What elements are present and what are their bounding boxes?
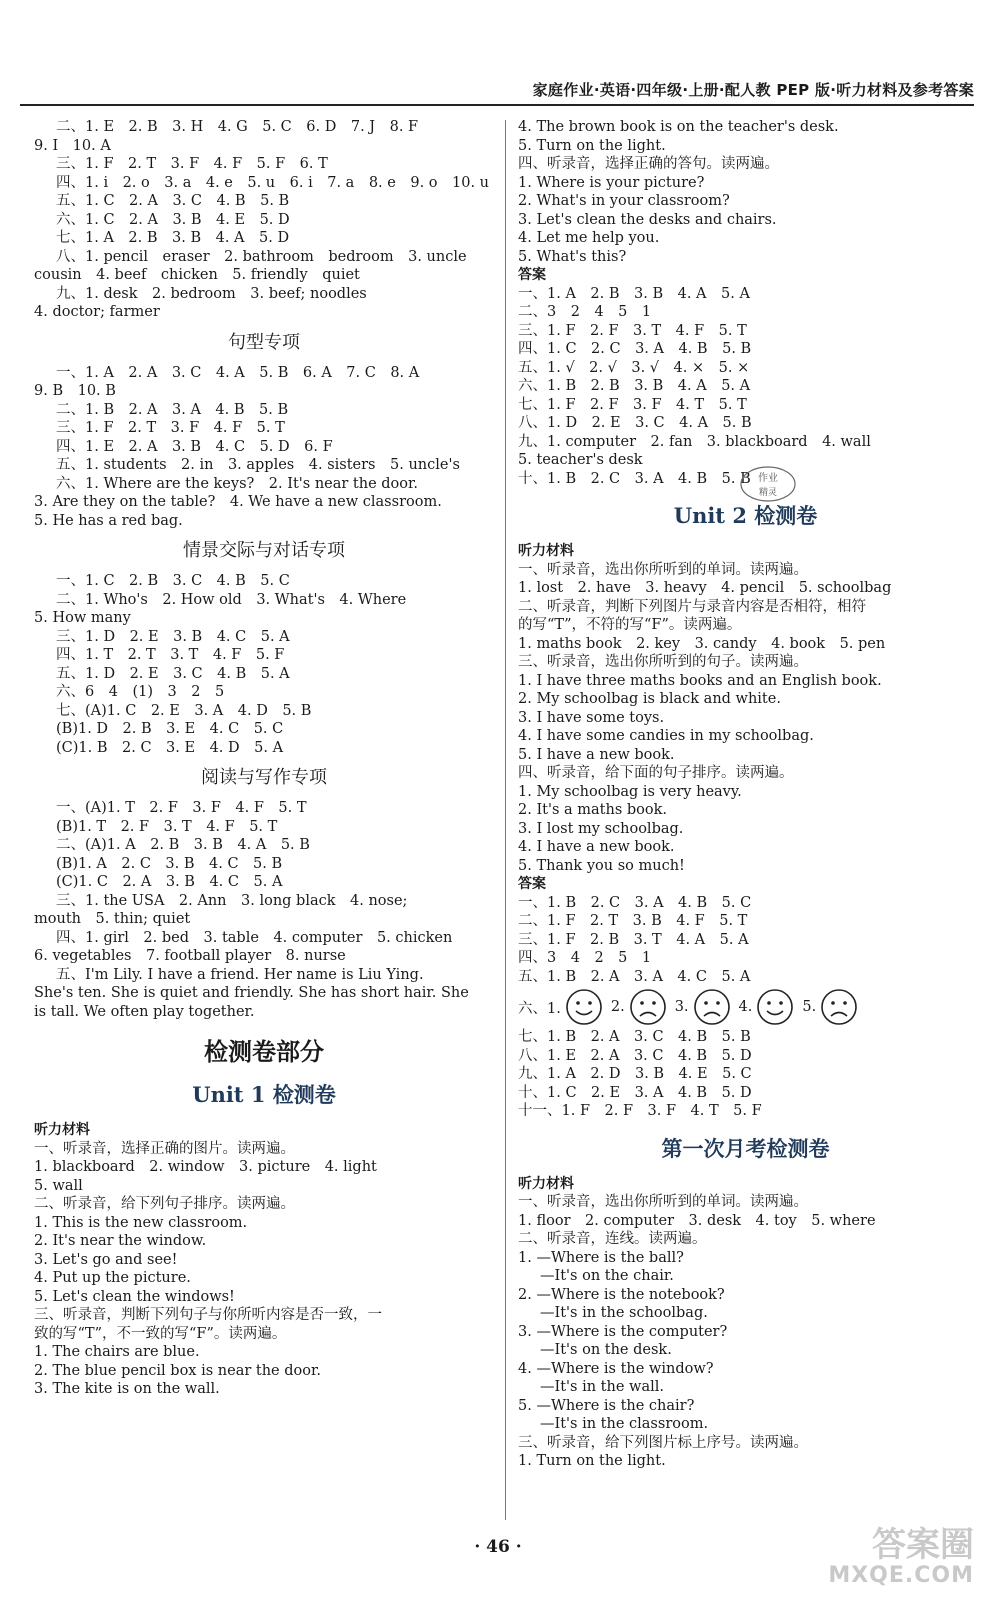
text-line: 三、1. the USA 2. Ann 3. long black 4. nose;	[56, 892, 408, 909]
text-line: 一、听录音，选出你所听到的单词。读两遍。	[518, 1194, 808, 1210]
answers-block	[518, 285, 973, 489]
text-line: 七、(A)1. C 2. E 3. A 4. D 5. B	[56, 702, 312, 719]
text-line: 3. I have some toys.	[518, 709, 665, 726]
text-line: 2. It's near the window.	[34, 1233, 207, 1249]
unit1-title: Unit 1 检测卷	[192, 1082, 336, 1107]
text-line: 2. What's in your classroom?	[518, 193, 730, 209]
text-line: 1. Where is your picture?	[518, 174, 705, 191]
text-line: 四、听录音，选择正确的答句。读两遍。	[518, 156, 779, 172]
text-line: 四、3 4 2 5 1	[518, 950, 652, 966]
text-line: 九、1. computer 2. fan 3. blackboard 4. wall	[518, 433, 871, 450]
listening-block	[518, 1193, 973, 1471]
text-line: (C)1. B 2. C 3. E 4. D 5. A	[56, 739, 284, 756]
text-line: 十、1. B 2. C 3. A 4. B 5. B	[518, 470, 751, 487]
text-line: 4. —Where is the window?	[518, 1360, 714, 1377]
happy-face-icon	[756, 988, 794, 1026]
svg-text:作业: 作业	[758, 473, 778, 484]
text-line: 四、1. girl 2. bed 3. table 4. computer 5. chicken	[56, 929, 453, 946]
text-line: 5. teacher's desk	[518, 452, 643, 468]
text-line: 四、1. C 2. C 3. A 4. B 5. B	[518, 341, 752, 357]
text-line: —It's on the chair.	[540, 1268, 674, 1284]
text-line: 一、听录音，选出你所听到的单词。读两遍。	[518, 561, 808, 578]
text-line: 八、1. pencil eraser 2. bathroom bedroom 3. uncle	[56, 248, 467, 265]
text-line: 5. I have a new book.	[518, 746, 675, 763]
text-line: mouth 5. thin; quiet	[34, 911, 191, 927]
right-column	[518, 118, 973, 1471]
text-line: 一、听录音，选择正确的图片。读两遍。	[34, 1140, 295, 1157]
text-line: 六、6 4 (1) 3 2 5	[56, 684, 225, 700]
text-line: 致的写“T”，不一致的写“F”。读两遍。	[34, 1325, 287, 1342]
section-title-reading-writing: 阅读与写作专项	[201, 767, 327, 788]
text-line: (B)1. T 2. F 3. T 4. F 5. T	[56, 818, 278, 835]
text-line: 八、1. D 2. E 3. C 4. A 5. B	[518, 415, 752, 431]
text-line: 5. —Where is the chair?	[518, 1397, 695, 1414]
text-line: 六、1. B 2. B 3. B 4. A 5. A	[518, 378, 751, 394]
text-line: (B)1. D 2. B 3. E 4. C 5. C	[56, 721, 284, 737]
text-line: 3. Are they on the table? 4. We have a new classroom.	[34, 494, 442, 510]
watermark-text: 答案圈	[872, 1525, 974, 1565]
faces-answer-row	[518, 986, 973, 1028]
text-line: 5. How many	[34, 610, 131, 626]
text-line: 5. Let's clean the windows!	[34, 1288, 235, 1305]
sad-face-icon	[820, 988, 858, 1026]
sad-face-icon	[693, 988, 731, 1026]
text-line: 9. B 10. B	[34, 383, 116, 399]
text-line: 2. My schoolbag is black and white.	[518, 691, 781, 707]
text-line: 四、1. E 2. A 3. B 4. C 5. D 6. F	[56, 438, 333, 455]
text-line: 2. It's a maths book.	[518, 802, 668, 818]
text-line: 三、1. F 2. B 3. T 4. A 5. A	[518, 931, 749, 948]
row-label: 5.	[802, 999, 817, 1015]
row-label: 4.	[738, 999, 753, 1015]
text-line: 1. maths book 2. key 3. candy 4. book 5. pen	[518, 635, 886, 652]
text-line: —It's in the classroom.	[540, 1416, 709, 1432]
row-label: 3.	[674, 999, 689, 1015]
text-line: 5. What's this?	[518, 248, 627, 265]
text-line: 1. blackboard 2. window 3. picture 4. light	[34, 1159, 377, 1175]
text-line: 1. I have three maths books and an English book.	[518, 672, 882, 689]
svg-text:精灵: 精灵	[758, 488, 778, 498]
sad-face-icon	[629, 988, 667, 1026]
text-line: 三、1. F 2. F 3. T 4. F 5. T	[518, 322, 747, 339]
text-line: 一、1. C 2. B 3. C 4. B 5. C	[56, 573, 290, 589]
page-header	[20, 78, 974, 106]
text-line: 九、1. A 2. D 3. B 4. E 5. C	[518, 1066, 752, 1082]
text-line: 1. This is the new classroom.	[34, 1214, 248, 1231]
text-line: 4. I have some candies in my schoolbag.	[518, 728, 814, 744]
row-label: 六、1.	[518, 1000, 561, 1017]
text-line: 2. —Where is the notebook?	[518, 1286, 725, 1303]
text-line: 二、听录音，连线。读两遍。	[518, 1231, 707, 1247]
text-line: 四、1. T 2. T 3. T 4. F 5. F	[56, 647, 285, 663]
text-line: 五、1. students 2. in 3. apples 4. sisters 5. uncle's	[56, 457, 460, 473]
text-line: 4. Put up the picture.	[34, 1270, 191, 1286]
answers-block	[34, 118, 494, 322]
left-column	[34, 118, 494, 1399]
text-line: 一、1. A 2. A 3. C 4. A 5. B 6. A 7. C 8. A	[56, 364, 420, 381]
text-line: —It's in the schoolbag.	[540, 1305, 708, 1321]
text-line: 二、(A)1. A 2. B 3. B 4. A 5. B	[56, 837, 310, 853]
text-line: 4. I have a new book.	[518, 839, 675, 855]
section-title-sentence-patterns: 句型专项	[228, 331, 300, 353]
text-line: 5. He has a red bag.	[34, 512, 183, 529]
text-line: 三、1. D 2. E 3. B 4. C 5. A	[56, 628, 290, 645]
section-title-dialogue: 情景交际与对话专项	[183, 540, 345, 561]
text-line: 四、1. i 2. o 3. a 4. e 5. u 6. i 7. a 8. e 9. o 10. u	[56, 174, 490, 191]
text-line: 三、1. F 2. T 3. F 4. F 5. F 6. T	[56, 156, 328, 172]
text-line: 三、听录音，判断下列句子与你所听内容是否一致，一	[34, 1307, 382, 1323]
part-title-tests: 检测卷部分	[204, 1038, 324, 1066]
stamp-logo	[738, 464, 798, 504]
text-line: 七、1. A 2. B 3. B 4. A 5. D	[56, 230, 290, 246]
text-line: 4. The brown book is on the teacher's desk.	[518, 119, 839, 135]
listening-label: 听力材料	[518, 543, 574, 559]
listening-block	[518, 118, 973, 266]
text-line: 二、听录音，给下列句子排序。读两遍。	[34, 1196, 295, 1212]
text-line: 三、1. F 2. T 3. F 4. F 5. T	[56, 420, 285, 436]
text-line: 六、1. Where are the keys? 2. It's near the door.	[56, 475, 418, 492]
text-line: 十一、1. F 2. F 3. F 4. T 5. F	[518, 1103, 762, 1119]
answers-block	[34, 799, 494, 1021]
row-label: 2.	[610, 999, 625, 1015]
text-line: 五、1. B 2. A 3. A 4. C 5. A	[518, 968, 751, 985]
text-line: 二、1. B 2. A 3. A 4. B 5. B	[56, 401, 289, 418]
listening-block	[34, 1140, 494, 1399]
text-line: 1. Turn on the light.	[518, 1453, 666, 1469]
text-line: 七、1. B 2. A 3. C 4. B 5. B	[518, 1029, 751, 1045]
text-line: 五、I'm Lily. I have a friend. Her name is Liu Ying.	[56, 966, 424, 983]
text-line: —It's in the wall.	[540, 1379, 664, 1395]
text-line: 三、听录音，选出你所听到的句子。读两遍。	[518, 654, 808, 670]
text-line: 二、1. E 2. B 3. H 4. G 5. C 6. D 7. J 8. F	[56, 119, 419, 135]
answers-label: 答案	[518, 876, 546, 892]
text-line: cousin 4. beef chicken 5. friendly quiet	[34, 267, 360, 283]
text-line: 3. The kite is on the wall.	[34, 1381, 220, 1397]
text-line: 二、3 2 4 5 1	[518, 304, 652, 320]
text-line: 1. The chairs are blue.	[34, 1344, 200, 1360]
text-line: 3. Let's clean the desks and chairs.	[518, 211, 777, 228]
text-line: 1. My schoolbag is very heavy.	[518, 783, 742, 800]
column-divider	[505, 120, 506, 1520]
text-line: 的写“T”，不符的写“F”。读两遍。	[518, 617, 742, 633]
header-title: 家庭作业·英语·四年级·上册·配人教 PEP 版·听力材料及参考答案	[532, 81, 974, 99]
text-line: (B)1. A 2. C 3. B 4. C 5. B	[56, 855, 283, 872]
answers-block	[34, 364, 494, 531]
text-line: 七、1. F 2. F 3. F 4. T 5. T	[518, 396, 747, 413]
text-line: 三、听录音，给下列图片标上序号。读两遍。	[518, 1434, 808, 1451]
text-line: 3. I lost my schoolbag.	[518, 820, 684, 837]
text-line: 二、1. Who's 2. How old 3. What's 4. Where	[56, 591, 407, 608]
text-line: 4. Let me help you.	[518, 230, 660, 246]
listening-label: 听力材料	[518, 1175, 574, 1192]
text-line: 5. Turn on the light.	[518, 137, 666, 154]
text-line: 八、1. E 2. A 3. C 4. B 5. D	[518, 1047, 752, 1064]
text-line: 5. Thank you so much!	[518, 857, 685, 874]
text-line: 2. The blue pencil box is near the door.	[34, 1362, 321, 1379]
text-line: 六、1. C 2. A 3. B 4. E 5. D	[56, 211, 290, 228]
text-line: 一、1. A 2. B 3. B 4. A 5. A	[518, 285, 750, 302]
text-line: 1. lost 2. have 3. heavy 4. pencil 5. schoolbag	[518, 580, 892, 596]
answers-label: 答案	[518, 267, 546, 283]
text-line: 4. doctor; farmer	[34, 304, 160, 320]
text-line: 五、1. C 2. A 3. C 4. B 5. B	[56, 193, 290, 209]
text-line: 十、1. C 2. E 3. A 4. B 5. D	[518, 1084, 752, 1101]
watermark-logo	[828, 1527, 974, 1588]
text-line: 二、1. F 2. T 3. B 4. F 5. T	[518, 913, 748, 929]
text-line: 1. floor 2. computer 3. desk 4. toy 5. where	[518, 1212, 876, 1229]
happy-face-icon	[565, 988, 603, 1026]
listening-label: 听力材料	[34, 1122, 90, 1138]
text-line: 6. vegetables 7. football player 8. nurse	[34, 948, 346, 964]
listening-block	[518, 561, 973, 876]
page-number: · 46 ·	[474, 1537, 522, 1557]
text-line: 5. wall	[34, 1177, 83, 1194]
text-line: 二、听录音，判断下列图片与录音内容是否相符，相符	[518, 598, 866, 615]
answers-block	[518, 1028, 973, 1121]
text-line: 五、1. √ 2. √ 3. √ 4. × 5. ×	[518, 359, 750, 376]
monthly-test-title: 第一次月考检测卷	[661, 1135, 830, 1161]
text-line: 3. Let's go and see!	[34, 1251, 178, 1268]
text-line: (C)1. C 2. A 3. B 4. C 5. A	[56, 874, 283, 890]
text-line: 3. —Where is the computer?	[518, 1323, 728, 1340]
text-line: —It's on the desk.	[540, 1342, 672, 1358]
text-line: 一、(A)1. T 2. F 3. F 4. F 5. T	[56, 800, 307, 816]
text-line: 四、听录音，给下面的句子排序。读两遍。	[518, 765, 794, 781]
answers-block	[34, 572, 494, 757]
text-line: 九、1. desk 2. bedroom 3. beef; noodles	[56, 285, 367, 302]
text-line: 9. I 10. A	[34, 137, 111, 154]
text-line: is tall. We often play together.	[34, 1003, 255, 1020]
text-line: 1. —Where is the ball?	[518, 1249, 684, 1266]
watermark-url: MXQE.COM	[828, 1563, 974, 1588]
unit2-title: Unit 2 检测卷	[673, 503, 818, 528]
text-line: 一、1. B 2. C 3. A 4. B 5. C	[518, 894, 752, 911]
text-line: 五、1. D 2. E 3. C 4. B 5. A	[56, 665, 290, 682]
answers-block	[518, 894, 973, 987]
text-line: She's ten. She is quiet and friendly. She has short hair. She	[34, 985, 469, 1001]
